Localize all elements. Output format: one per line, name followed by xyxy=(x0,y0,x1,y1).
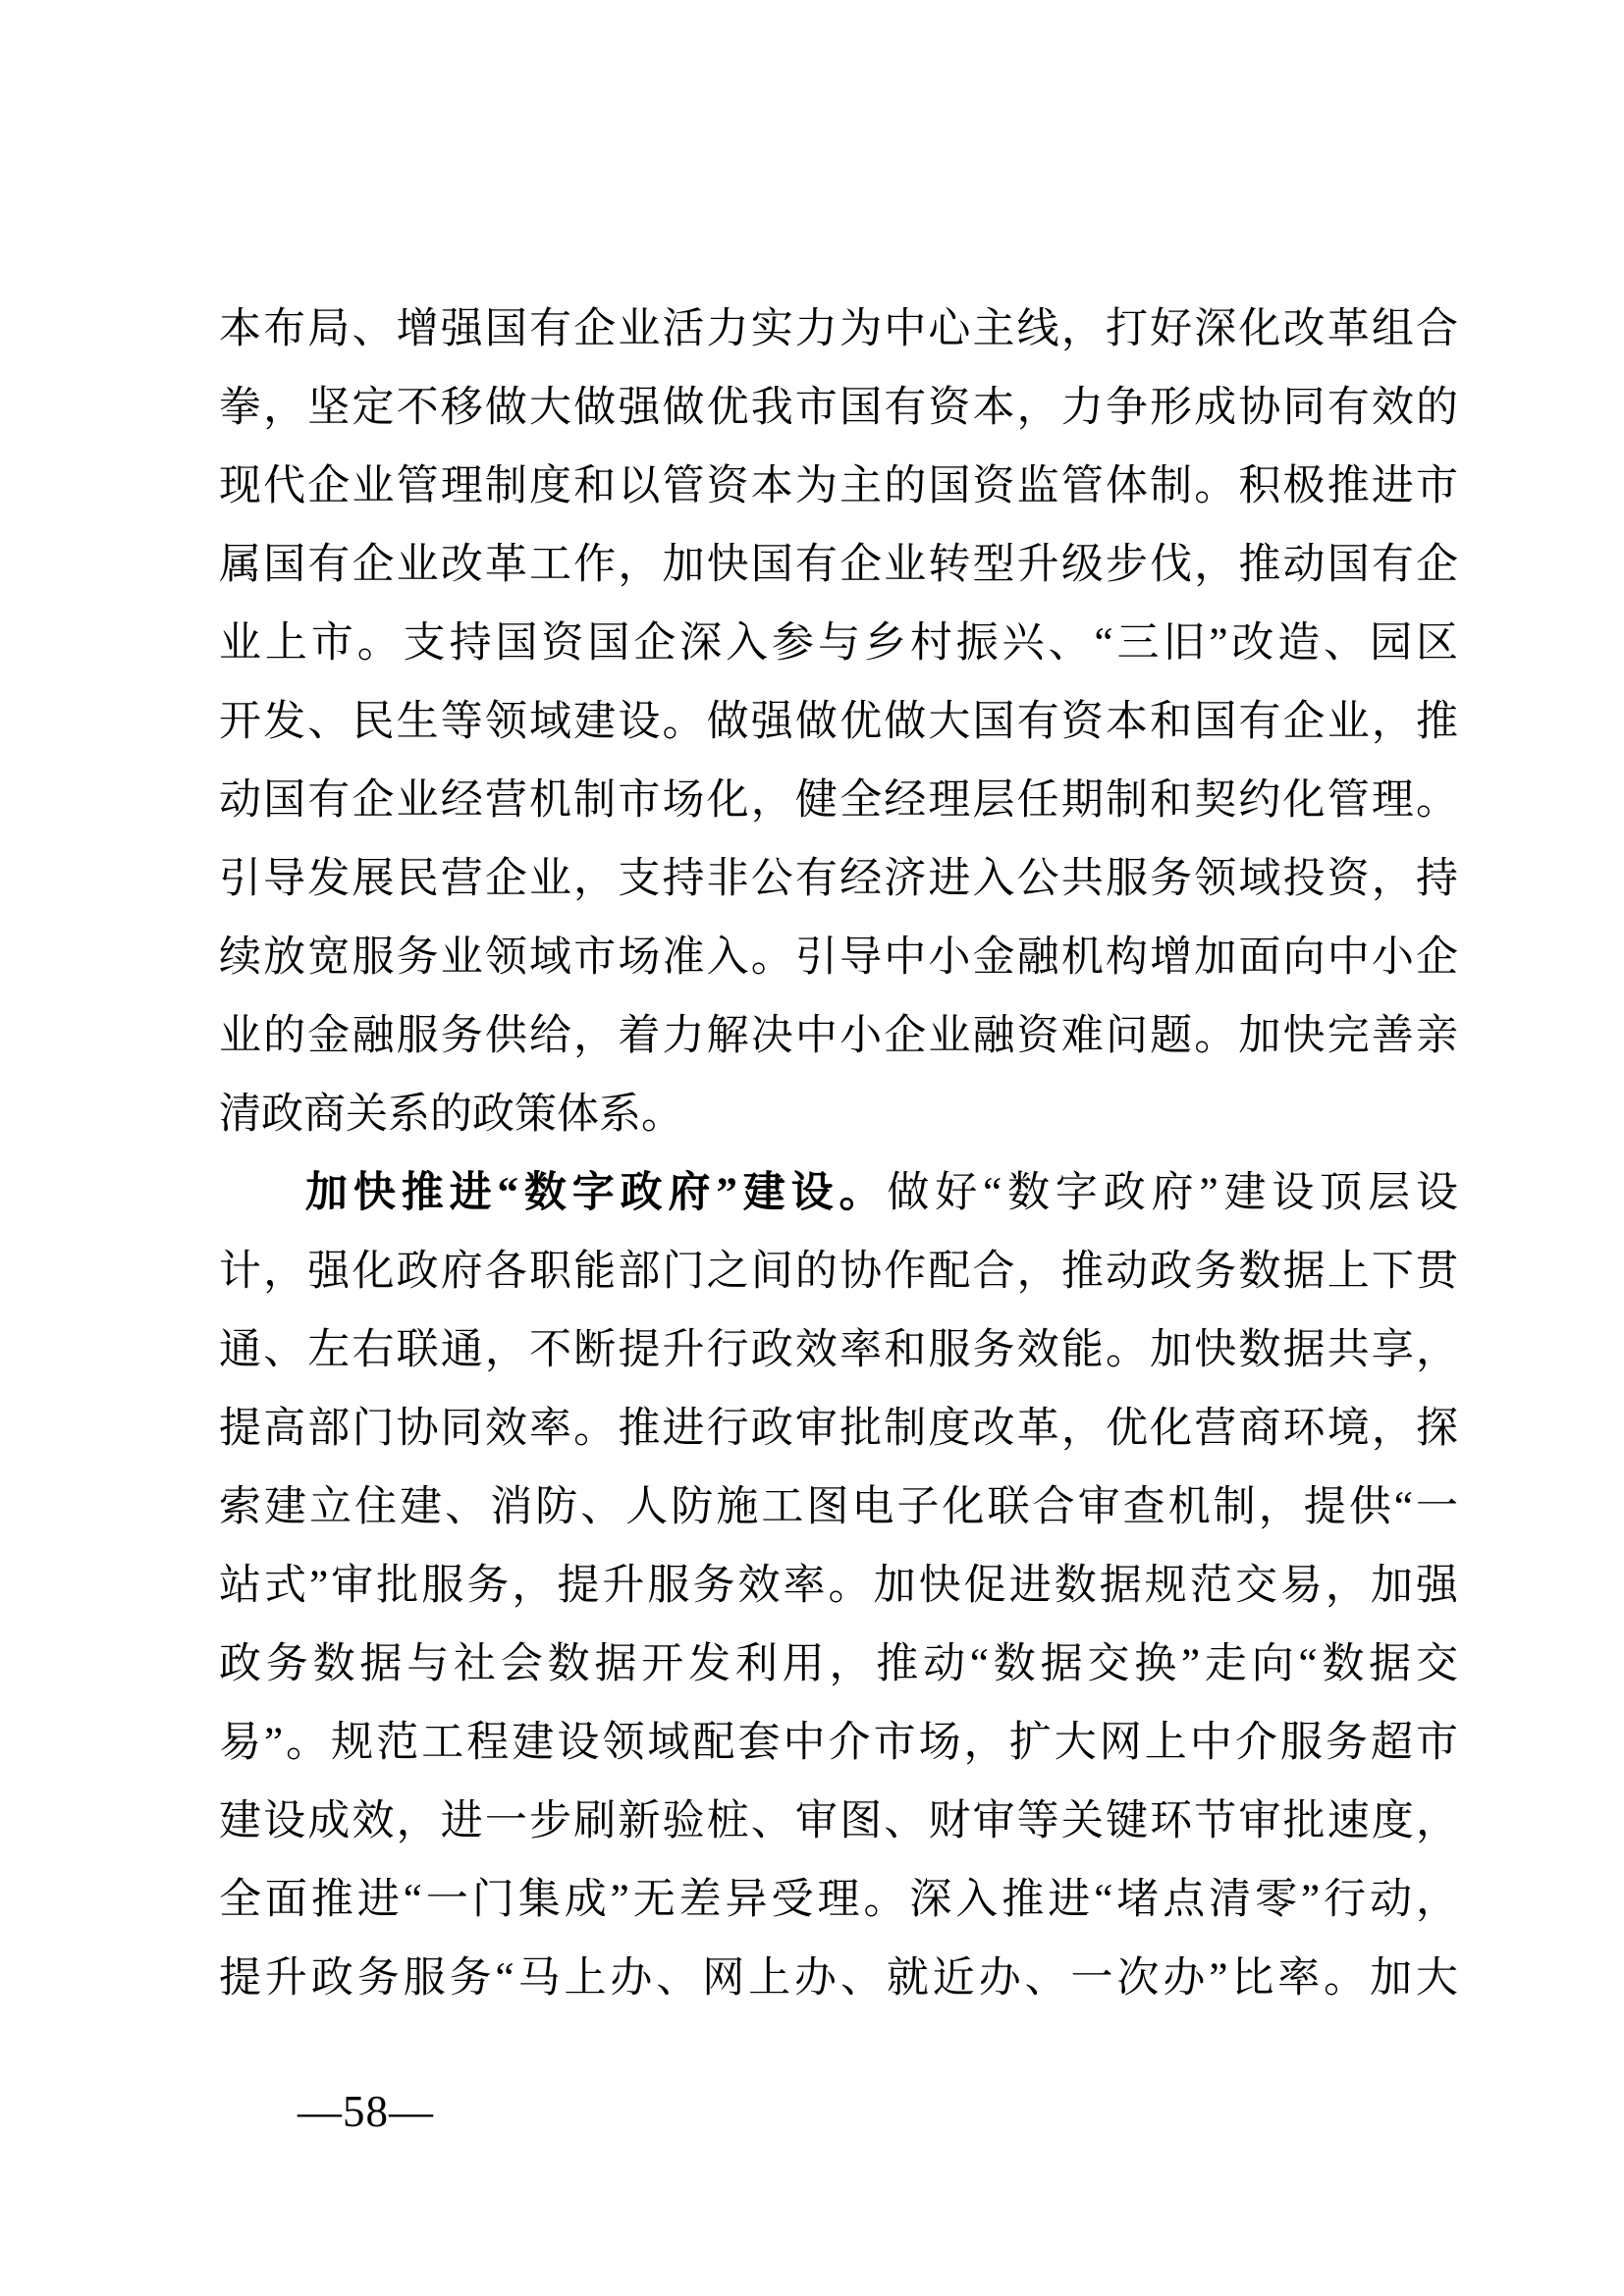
text-line-paragraph-end: 清政商关系的政策体系。 xyxy=(219,1092,683,1138)
text-line: 站式”审批服务，提升服务效率。加快促进数据规范交易，加强 xyxy=(219,1563,1458,1609)
text-line: 本布局、增强国有企业活力实力为中心主线，打好深化改革组合 xyxy=(219,306,1458,352)
run-in-heading: 加快推进“数字政府”建设。 xyxy=(305,1170,888,1216)
text-line: 现代企业管理制度和以管资本为主的国资监管体制。积极推进市 xyxy=(219,463,1458,509)
text-line: 计，强化政府各职能部门之间的协作配合，推动政务数据上下贯 xyxy=(219,1249,1458,1295)
text-line: 提高部门协同效率。推进行政审批制度改革，优化营商环境，探 xyxy=(219,1406,1458,1452)
text-line: 业上市。支持国资国企深入参与乡村振兴、“三旧”改造、园区 xyxy=(219,620,1458,667)
text-line: 拳，坚定不移做大做强做优我市国有资本，力争形成协同有效的 xyxy=(219,385,1458,431)
text-line: 通、左右联通，不断提升行政效率和服务效能。加快数据共享， xyxy=(219,1327,1458,1373)
text-line: 属国有企业改革工作，加快国有企业转型升级步伐，推动国有企 xyxy=(219,542,1458,588)
page-number: —58— xyxy=(298,2087,434,2136)
text-line: 建设成效，进一步刷新验桩、审图、财审等关键环节审批速度， xyxy=(219,1798,1458,1844)
text-run: 做好“数字政府”建设顶层设 xyxy=(887,1170,1458,1216)
text-line: 易”。规范工程建设领域配套中介市场，扩大网上中介服务超市 xyxy=(219,1720,1458,1766)
text-line: 开发、民生等领域建设。做强做优做大国有资本和国有企业，推 xyxy=(219,699,1458,745)
text-line-paragraph-start xyxy=(219,1154,1458,1233)
text-line: 全面推进“一门集成”无差异受理。深入推进“堵点清零”行动， xyxy=(219,1877,1458,1923)
text-line: 动国有企业经营机制市场化，健全经理层任期制和契约化管理。 xyxy=(219,777,1458,824)
text-line: 业的金融服务供给，着力解决中小企业融资难问题。加快完善亲 xyxy=(219,1013,1458,1059)
text-line: 续放宽服务业领域市场准入。引导中小金融机构增加面向中小企 xyxy=(219,934,1458,981)
text-line: 政务数据与社会数据开发利用，推动“数据交换”走向“数据交 xyxy=(219,1641,1458,1687)
body-text xyxy=(219,291,1458,2018)
text-line: 索建立住建、消防、人防施工图电子化联合审查机制，提供“一 xyxy=(219,1484,1458,1530)
text-line: 提升政务服务“马上办、网上办、就近办、一次办”比率。加大 xyxy=(219,1955,1458,2002)
text-line: 引导发展民营企业，支持非公有经济进入公共服务领域投资，持 xyxy=(219,856,1458,902)
